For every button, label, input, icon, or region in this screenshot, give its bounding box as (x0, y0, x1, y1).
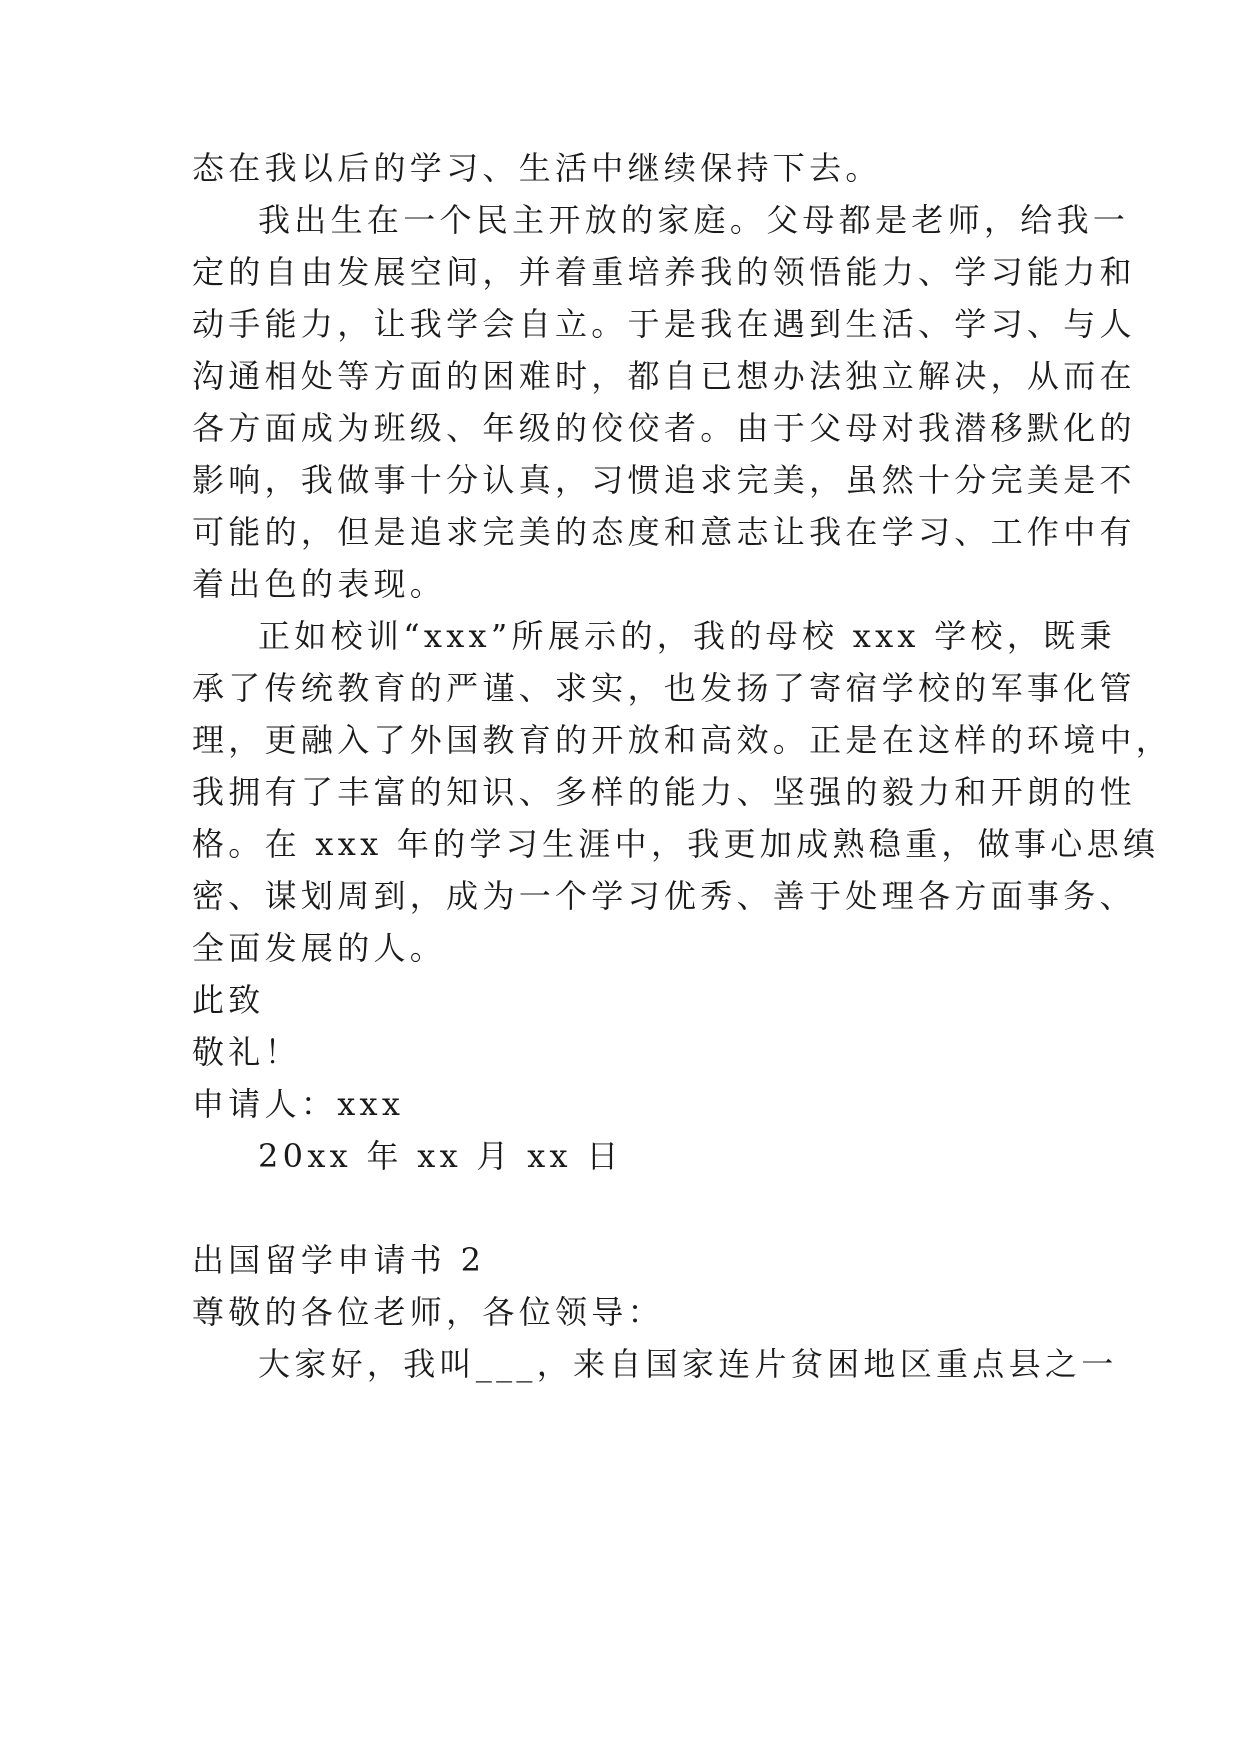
paragraph-line: 我拥有了丰富的知识、多样的能力、坚强的毅力和开朗的性 (192, 773, 1136, 811)
paragraph-line: 大家好，我叫___，来自国家连片贫困地区重点县之一 (258, 1345, 1118, 1383)
paragraph-line: 理，更融入了外国教育的开放和高效。正是在这样的环境中， (192, 721, 1173, 759)
paragraph-line: 正如校训“xxx”所展示的，我的母校 xxx 学校，既秉 (258, 617, 1116, 655)
paragraph-line: 全面发展的人。 (192, 929, 447, 967)
paragraph-line: 动手能力，让我学会自立。于是我在遇到生活、学习、与人 (192, 305, 1136, 343)
closing-regards: 敬礼！ (192, 1033, 301, 1071)
paragraph-line: 态在我以后的学习、生活中继续保持下去。 (192, 149, 882, 187)
paragraph-line: 各方面成为班级、年级的佼佼者。由于父母对我潜移默化的 (192, 409, 1136, 447)
paragraph-line: 定的自由发展空间，并着重培养我的领悟能力、学习能力和 (192, 253, 1136, 291)
paragraph-line: 承了传统教育的严谨、求实，也发扬了寄宿学校的军事化管 (192, 669, 1136, 707)
paragraph-line: 我出生在一个民主开放的家庭。父母都是老师，给我一 (258, 201, 1130, 239)
letter-greeting: 尊敬的各位老师，各位领导： (192, 1293, 664, 1331)
letter-date: 20xx 年 xx 月 xx 日 (258, 1137, 623, 1175)
closing-salutation: 此致 (192, 981, 265, 1019)
paragraph-line: 着出色的表现。 (192, 565, 447, 603)
paragraph-line: 可能的，但是追求完美的态度和意志让我在学习、工作中有 (192, 513, 1136, 551)
paragraph-line: 影响，我做事十分认真，习惯追求完美，虽然十分完美是不 (192, 461, 1136, 499)
applicant-signature: 申请人：xxx (192, 1085, 405, 1123)
paragraph-line: 格。在 xxx 年的学习生涯中，我更加成熟稳重，做事心思缜 (192, 825, 1160, 863)
paragraph-line: 密、谋划周到，成为一个学习优秀、善于处理各方面事务、 (192, 877, 1136, 915)
section-title: 出国留学申请书 2 (192, 1241, 486, 1279)
paragraph-line: 沟通相处等方面的困难时，都自已想办法独立解决，从而在 (192, 357, 1136, 395)
